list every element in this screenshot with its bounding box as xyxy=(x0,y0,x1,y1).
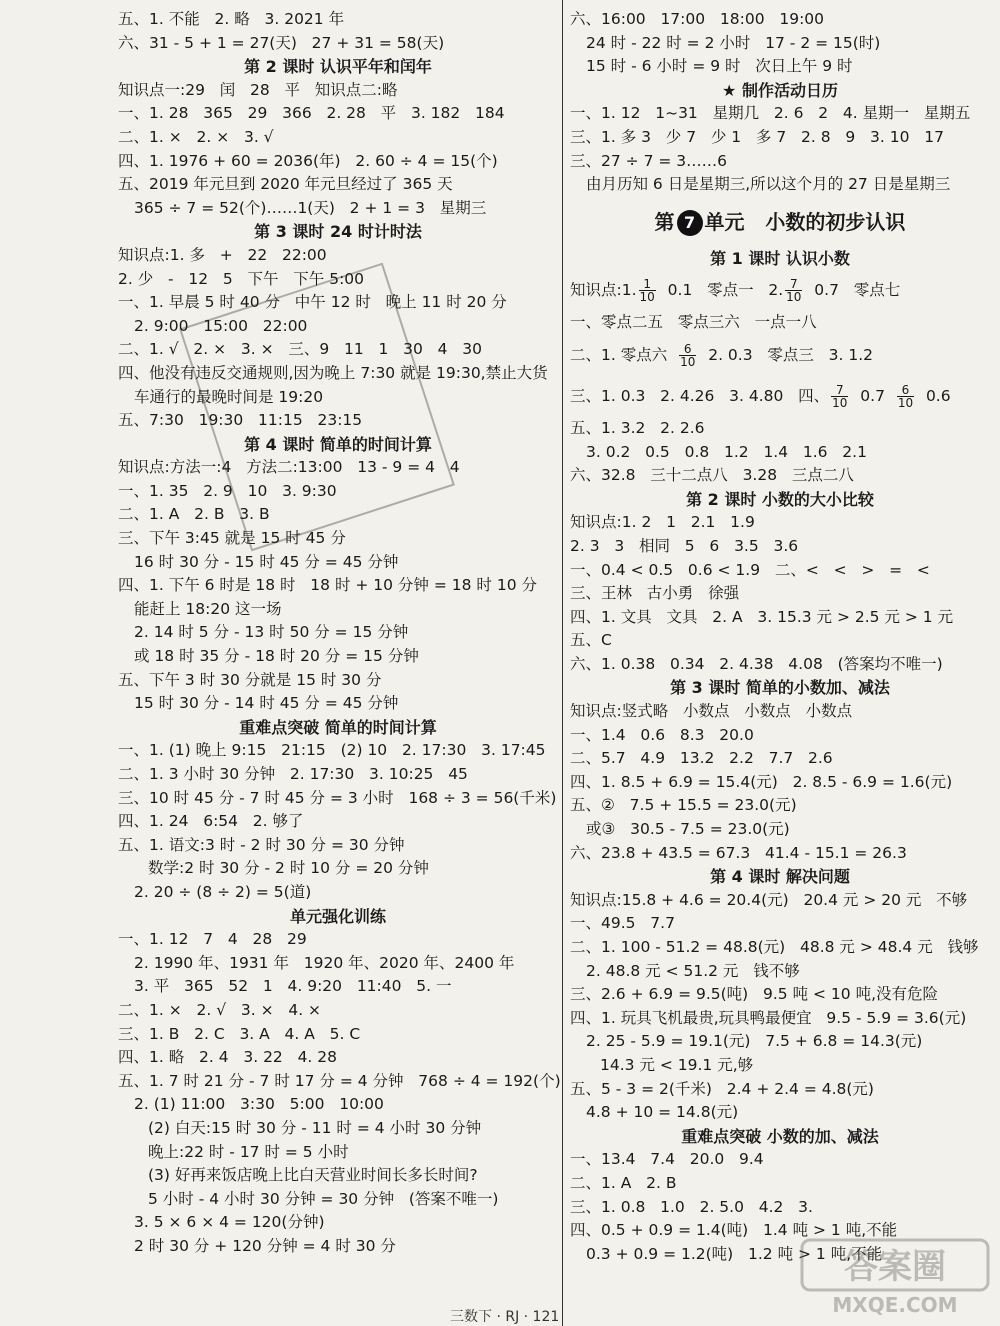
answer-line: 六、1. 0.38 0.34 2. 4.38 4.08 (答案均不唯一) xyxy=(570,654,943,673)
answer-line: 一、0.4 < 0.5 0.6 < 1.9 二、< < > = < xyxy=(570,560,930,579)
section-heading: 第 1 课时 认识小数 xyxy=(710,248,850,268)
answer-line: 四、他没有违反交通规则,因为晚上 7:30 就是 19:30,禁止大货 xyxy=(118,363,548,382)
unit-prefix: 第 xyxy=(654,209,675,234)
answer-line: 能赶上 18:20 这一场 xyxy=(134,599,282,618)
answer-line: 三、王林 古小勇 徐强 xyxy=(570,584,740,603)
fraction-numerator: 6 xyxy=(679,343,696,356)
unit-name: 单元 小数的初步认识 xyxy=(704,209,906,234)
answer-line: 五、② 7.5 + 15.5 = 23.0(元) xyxy=(570,796,797,815)
answer-line: 五、1. 语文:3 时 - 2 时 30 分 = 30 分钟 xyxy=(118,835,405,854)
column-divider xyxy=(562,0,563,1326)
answer-line: 四、1. 略 2. 4 3. 22 4. 28 xyxy=(118,1048,338,1067)
answer-line: 2 时 30 分 + 120 分钟 = 4 时 30 分 xyxy=(134,1236,396,1255)
section-heading: 重难点突破 小数的加、减法 xyxy=(681,1126,879,1146)
fraction-numerator: 7 xyxy=(785,278,802,291)
section-heading: 第 3 课时 24 时计时法 xyxy=(254,222,422,242)
answer-line xyxy=(570,270,990,311)
answer-line: 三、下午 3:45 就是 15 时 45 分 xyxy=(118,529,346,548)
answer-line: 二、1. A 2. B 3. B xyxy=(118,505,270,524)
answer-line xyxy=(570,335,990,376)
answer-text: 知识点:1. xyxy=(570,281,637,300)
answer-line: 一、1. (1) 晚上 9:15 21:15 (2) 10 2. 17:30 3. 17:45 xyxy=(118,741,546,760)
watermark-logo xyxy=(800,1238,990,1318)
answer-line: 2. (1) 11:00 3:30 5:00 10:00 xyxy=(134,1095,384,1114)
answer-text: 0.1 零点一 2. xyxy=(657,281,784,300)
answer-line: 数学:2 时 30 分 - 2 时 10 分 = 20 分钟 xyxy=(148,859,429,878)
answer-line xyxy=(570,376,990,417)
section-heading: 第 2 课时 小数的大小比较 xyxy=(686,489,874,509)
answer-line: 六、16:00 17:00 18:00 19:00 xyxy=(570,10,825,28)
answer-line: 六、31 - 5 + 1 = 27(天) 27 + 31 = 58(天) xyxy=(118,33,445,52)
section-heading: 第 4 课时 解决问题 xyxy=(710,867,850,887)
watermark-text: 答案圈 xyxy=(844,1247,946,1287)
answer-line: 四、1. 1976 + 60 = 2036(年) 2. 60 ÷ 4 = 15(个) xyxy=(118,151,498,170)
fraction-denominator: 10 xyxy=(786,290,802,305)
answer-line: 2. 1990 年、1931 年 1920 年、2020 年、2400 年 xyxy=(134,953,515,972)
answer-line: 五、7:30 19:30 11:15 23:15 xyxy=(118,411,363,430)
answer-line: 一、1. 28 365 29 366 2. 28 平 3. 182 184 xyxy=(118,104,505,123)
answer-text: 2. 0.3 零点三 3. 1.2 xyxy=(698,345,874,364)
answer-line: 五、下午 3 时 30 分就是 15 时 30 分 xyxy=(118,670,382,689)
answer-line: 3. 0.2 0.5 0.8 1.2 1.4 1.6 2.1 xyxy=(586,442,867,461)
answer-line: 二、1. × 2. √ 3. × 4. × xyxy=(118,1000,322,1019)
section-heading: 重难点突破 简单的时间计算 xyxy=(239,717,437,737)
answer-line: 4.8 + 10 = 14.8(元) xyxy=(586,1103,739,1122)
section-heading: 第 4 课时 简单的时间计算 xyxy=(244,434,432,454)
answer-line: 24 时 - 22 时 = 2 小时 17 - 2 = 15(时) xyxy=(586,33,881,52)
answer-line: 四、1. 玩具飞机最贵,玩具鸭最便宜 9.5 - 5.9 = 3.6(元) xyxy=(570,1008,967,1027)
answer-line: 五、C xyxy=(570,631,612,650)
watermark-url: MXQE.COM xyxy=(832,1293,958,1317)
answer-line: 二、5.7 4.9 13.2 2.2 7.7 2.6 xyxy=(570,749,833,768)
section-heading: ★ 制作活动日历 xyxy=(722,80,838,100)
answer-line: 或③ 30.5 - 7.5 = 23.0(元) xyxy=(586,820,790,839)
section-heading: 第 2 课时 认识平年和闰年 xyxy=(244,57,432,77)
answer-line: 14.3 元 < 19.1 元,够 xyxy=(600,1055,754,1074)
answer-line: 一、1. 12 1~31 星期几 2. 6 2 4. 星期一 星期五 xyxy=(570,104,971,123)
answer-line: 三、1. 多 3 少 7 少 1 多 7 2. 8 9 3. 10 17 xyxy=(570,127,944,146)
fraction-denominator: 10 xyxy=(897,395,914,410)
answer-line: 五、1. 7 时 21 分 - 7 时 17 分 = 4 分钟 768 ÷ 4 = 192(个) xyxy=(118,1071,561,1090)
answer-line: 知识点:1. 多 + 22 22:00 xyxy=(118,245,327,264)
answer-line: (2) 白天:15 时 30 分 - 11 时 = 4 小时 30 分钟 xyxy=(148,1118,482,1137)
answer-line: 晚上:22 时 - 17 时 = 5 小时 xyxy=(148,1142,349,1161)
answer-line: 知识点一:29 闰 28 平 知识点二:略 xyxy=(118,80,398,99)
fraction-denominator: 10 xyxy=(639,290,655,305)
answer-line: 五、2019 年元旦到 2020 年元旦经过了 365 天 xyxy=(118,175,453,194)
answer-line: 15 时 - 6 小时 = 9 时 次日上午 9 时 xyxy=(586,57,853,76)
fraction-numerator: 6 xyxy=(897,384,914,397)
answer-line: 二、1. × 2. × 3. √ xyxy=(118,127,274,146)
answer-line: 2. 少 - 12 5 下午 下午 5:00 xyxy=(118,269,365,288)
fraction xyxy=(639,278,656,303)
answer-line: 三、27 ÷ 7 = 3……6 xyxy=(570,151,727,170)
answer-line: 2. 25 - 5.9 = 19.1(元) 7.5 + 6.8 = 14.3(元) xyxy=(586,1032,923,1051)
answer-line: 2. 48.8 元 < 51.2 元 钱不够 xyxy=(586,961,800,980)
answer-line: 五、1. 3.2 2. 2.6 xyxy=(570,418,705,437)
answer-line: (3) 好再来饭店晚上比白天营业时间长多长时间? xyxy=(148,1166,478,1185)
answer-line: 三、10 时 45 分 - 7 时 45 分 = 3 小时 168 ÷ 3 = 56(千米) xyxy=(118,788,557,807)
answer-line: 六、32.8 三十二点八 3.28 三点二八 xyxy=(570,466,854,485)
unit-title xyxy=(570,197,990,247)
answer-line: 一、零点二五 零点三六 一点一八 xyxy=(570,313,817,332)
answer-line: 2. 20 ÷ (8 ÷ 2) = 5(道) xyxy=(134,882,312,901)
fraction-numerator: 7 xyxy=(831,384,848,397)
page-footer: 三数下 · RJ · 121 xyxy=(450,1309,560,1325)
answer-line: 知识点:1. 2 1 2.1 1.9 xyxy=(570,513,755,532)
fraction-denominator: 10 xyxy=(832,395,848,410)
answer-line: 365 ÷ 7 = 52(个)……1(天) 2 + 1 = 3 星期三 xyxy=(134,198,487,217)
answer-line: 5 小时 - 4 小时 30 分钟 = 30 分钟 (答案不唯一) xyxy=(148,1189,499,1208)
answer-line: 0.3 + 0.9 = 1.2(吨) 1.2 吨 > 1 吨,不能 xyxy=(586,1244,883,1263)
answer-line: 三、1. B 2. C 3. A 4. A 5. C xyxy=(118,1024,361,1043)
fraction xyxy=(679,343,696,368)
right-column xyxy=(570,8,990,1266)
answer-line: 一、1. 35 2. 9 10 3. 9:30 xyxy=(118,481,337,500)
answer-line: 2. 14 时 5 分 - 13 时 50 分 = 15 分钟 xyxy=(134,623,409,642)
answer-line: 二、1. 100 - 51.2 = 48.8(元) 48.8 元 > 48.4 元 钱够 xyxy=(570,938,979,956)
answer-line: 二、1. √ 2. × 3. × 三、9 11 1 30 4 30 xyxy=(118,340,483,359)
answer-line: 二、1. A 2. B xyxy=(570,1173,677,1192)
answer-line: 16 时 30 分 - 15 时 45 分 = 45 分钟 xyxy=(134,552,399,571)
answer-line: 五、5 - 3 = 2(千米) 2.4 + 2.4 = 4.8(元) xyxy=(570,1079,874,1098)
answer-line: 知识点:竖式略 小数点 小数点 小数点 xyxy=(570,702,853,721)
answer-line: 15 时 30 分 - 14 时 45 分 = 45 分钟 xyxy=(134,694,399,713)
answer-line: 四、1. 24 6:54 2. 够了 xyxy=(118,812,304,831)
answer-line: 由月历知 6 日是星期三,所以这个月的 27 日是星期三 xyxy=(586,175,951,194)
answer-line: 或 18 时 35 分 - 18 时 20 分 = 15 分钟 xyxy=(134,647,419,666)
answer-line: 一、49.5 7.7 xyxy=(570,914,675,933)
answer-line: 六、23.8 + 43.5 = 67.3 41.4 - 15.1 = 26.3 xyxy=(570,843,907,862)
answer-line: 三、2.6 + 6.9 = 9.5(吨) 9.5 吨 < 10 吨,没有危险 xyxy=(570,985,939,1004)
section-heading: 第 3 课时 简单的小数加、减法 xyxy=(670,678,890,698)
answer-text: 0.7 零点七 xyxy=(804,281,901,300)
unit-number-badge: 7 xyxy=(677,210,703,236)
answer-line: 四、1. 下午 6 时是 18 时 18 时 + 10 分钟 = 18 时 10 分 xyxy=(118,576,538,595)
answer-line: 知识点:方法一:4 方法二:13:00 13 - 9 = 4 4 xyxy=(118,458,460,477)
answer-line: 一、13.4 7.4 20.0 9.4 xyxy=(570,1150,764,1169)
answer-line: 车通行的最晚时间是 19:20 xyxy=(134,387,324,406)
fraction-numerator: 1 xyxy=(639,278,656,291)
answer-line: 二、1. 3 小时 30 分钟 2. 17:30 3. 10:25 45 xyxy=(118,765,468,783)
answer-text: 三、1. 0.3 2. 4.26 3. 4.80 四、 xyxy=(570,386,830,405)
answer-line: 五、1. 不能 2. 略 3. 2021 年 xyxy=(118,10,345,28)
left-column xyxy=(118,8,561,1258)
answer-line: 四、1. 8.5 + 6.9 = 15.4(元) 2. 8.5 - 6.9 = 1.6(元) xyxy=(570,772,953,791)
answer-line: 3. 5 × 6 × 4 = 120(分钟) xyxy=(134,1213,325,1232)
answer-line: 一、1. 12 7 4 28 29 xyxy=(118,930,307,949)
answer-line: 一、1.4 0.6 8.3 20.0 xyxy=(570,725,754,744)
section-heading: 单元强化训练 xyxy=(289,906,386,926)
answer-line: 2. 9:00 15:00 22:00 xyxy=(134,316,308,335)
fraction-denominator: 10 xyxy=(680,354,696,369)
fraction xyxy=(831,384,848,409)
answer-line: 2. 3 3 相同 5 6 3.5 3.6 xyxy=(570,536,799,555)
answer-text: 二、1. 零点六 xyxy=(570,345,678,364)
answer-text: 0.6 xyxy=(916,386,951,405)
answer-text: 0.7 xyxy=(850,386,895,405)
answer-line: 三、1. 0.8 1.0 2. 5.0 4.2 3. xyxy=(570,1197,813,1216)
fraction xyxy=(785,278,802,303)
answer-line: 一、1. 早晨 5 时 40 分 中午 12 时 晚上 11 时 20 分 xyxy=(118,293,507,312)
fraction xyxy=(897,384,914,409)
answer-line: 四、1. 文具 文具 2. A 3. 15.3 元 > 2.5 元 > 1 元 xyxy=(570,607,954,626)
answer-line: 四、0.5 + 0.9 = 1.4(吨) 1.4 吨 > 1 吨,不能 xyxy=(570,1221,898,1240)
answer-line: 知识点:15.8 + 4.6 = 20.4(元) 20.4 元 > 20 元 不够 xyxy=(570,890,968,909)
answer-line: 3. 平 365 52 1 4. 9:20 11:40 5. 一 xyxy=(134,977,452,996)
